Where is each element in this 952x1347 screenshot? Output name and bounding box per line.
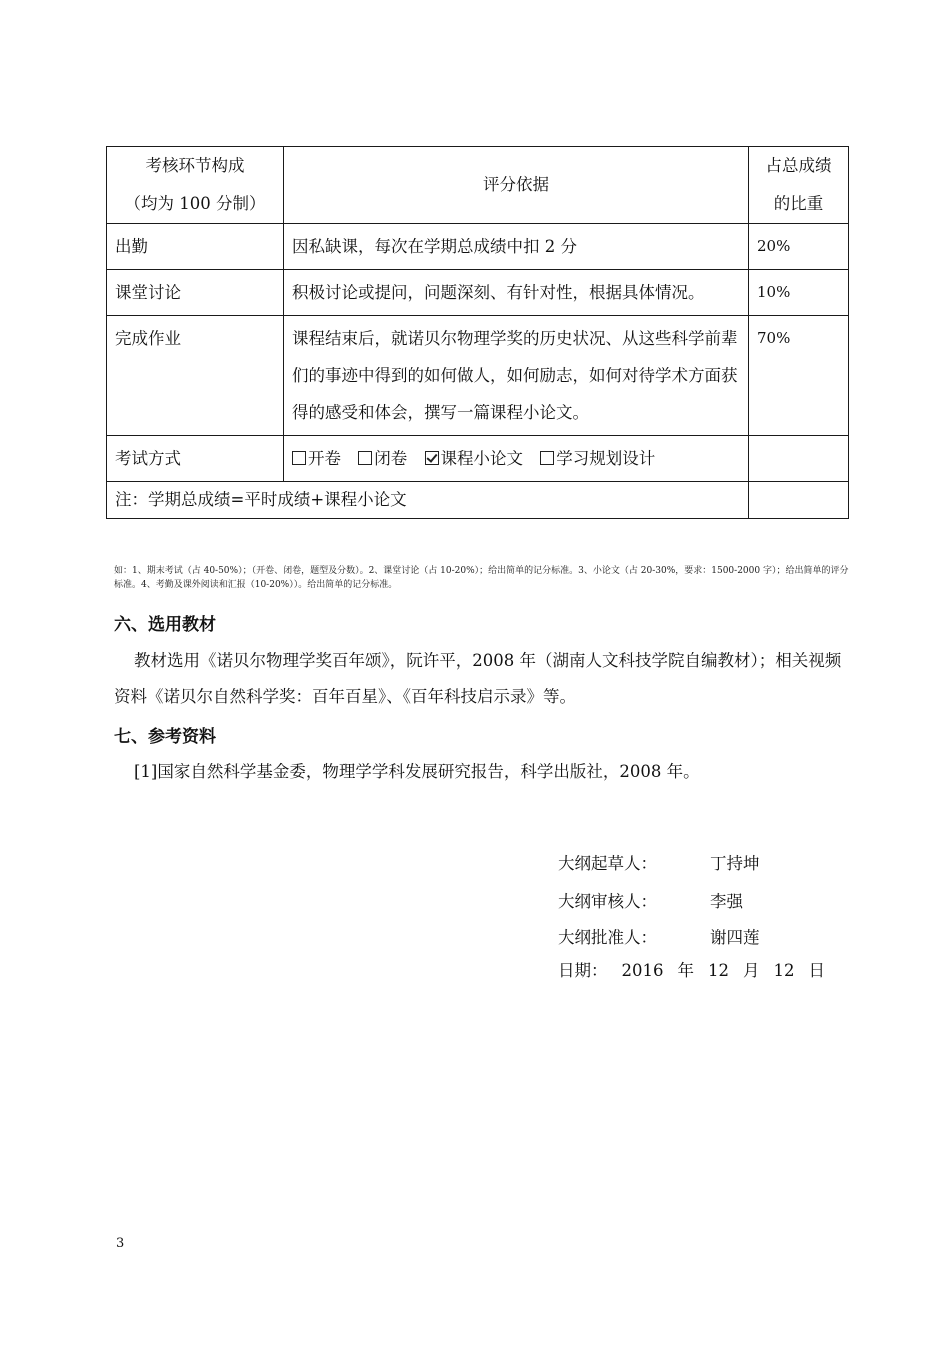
approver-name: 谢四莲 <box>710 928 760 947</box>
reviewer-label: 大纲审核人： <box>558 892 657 911</box>
row-basis: 因私缺课，每次在学期总成绩中扣 2 分 <box>284 224 749 270</box>
signature-approver <box>558 920 760 956</box>
checkbox-icon <box>540 451 554 465</box>
option-course-paper[interactable]: 课程小论文 <box>425 449 524 468</box>
row-basis: 课程结束后，就诺贝尔物理学奖的历史状况、从这些科学前辈们的事迹中得到的如何做人，如何励志，如何对待学术方面获得的感受和体会，撰写一篇课程小论文。 <box>284 316 749 436</box>
header-weight-line2: 的比重 <box>773 194 824 213</box>
table-row <box>107 316 849 436</box>
page-number: 3 <box>116 1236 125 1251</box>
row-item: 课堂讨论 <box>107 270 284 316</box>
exam-method-weight <box>749 436 849 482</box>
row-weight: 10% <box>749 270 849 316</box>
header-weight-line1: 占总成绩 <box>765 156 832 175</box>
approver-label: 大纲批准人： <box>558 928 657 947</box>
header-component <box>107 147 284 224</box>
reference-1: [1]国家自然科学基金委，物理学学科发展研究报告，科学出版社，2008 年。 <box>134 762 700 781</box>
grading-table <box>106 146 849 519</box>
header-component-line2: （均为 100 分制） <box>124 194 266 213</box>
date-month-unit: 月 <box>743 961 760 980</box>
row-weight: 70% <box>749 316 849 436</box>
exam-method-label: 考试方式 <box>107 436 284 482</box>
table-row <box>107 224 849 270</box>
date-month: 12 <box>708 961 729 980</box>
signature-date <box>558 953 839 989</box>
table-row <box>107 270 849 316</box>
note-empty-cell <box>749 482 849 519</box>
reviewer-name: 李强 <box>710 892 743 911</box>
option-study-plan[interactable]: 学习规划设计 <box>540 449 655 468</box>
signature-drafter <box>558 846 760 882</box>
table-note: 注：学期总成绩=平时成绩+课程小论文 <box>107 482 749 519</box>
exam-method-row <box>107 436 849 482</box>
exam-method-options <box>284 436 749 482</box>
row-basis: 积极讨论或提问，问题深刻、有针对性，根据具体情况。 <box>284 270 749 316</box>
row-weight: 20% <box>749 224 849 270</box>
header-weight <box>749 147 849 224</box>
checked-checkbox-icon <box>425 451 439 465</box>
header-basis: 评分依据 <box>284 147 749 224</box>
note-row <box>107 482 849 519</box>
date-day: 12 <box>773 961 795 980</box>
section6-body: 教材选用《诺贝尔物理学奖百年颂》，阮许平，2008 年（湖南人文科技学院自编教材）；相关视频资料《诺贝尔自然科学奖：百年百星》、《百年科技启示录》等。 <box>114 651 842 706</box>
checkbox-icon <box>292 451 306 465</box>
date-label: 日期： <box>558 961 608 980</box>
drafter-name: 丁持坤 <box>710 854 760 873</box>
table-header-row <box>107 147 849 224</box>
date-day-unit: 日 <box>808 961 825 980</box>
row-item: 出勤 <box>107 224 284 270</box>
checkbox-icon <box>358 451 372 465</box>
drafter-label: 大纲起草人： <box>558 854 657 873</box>
date-year-unit: 年 <box>677 961 694 980</box>
header-component-line1: 考核环节构成 <box>145 156 245 175</box>
row-item: 完成作业 <box>107 316 284 436</box>
signature-reviewer <box>558 884 743 920</box>
date-year: 2016 <box>621 961 664 980</box>
option-open-book[interactable]: 开卷 <box>292 449 341 468</box>
section6-title: 六、选用教材 <box>114 615 216 635</box>
option-closed-book[interactable]: 闭卷 <box>358 449 407 468</box>
section7-title: 七、参考资料 <box>114 727 216 747</box>
fine-print-note: 如：1、期末考试（占 40-50%）；（开卷、闭卷，题型及分数）。2、课堂讨论（占 10-20%）；给出简单的记分标准。3、小论文（占 20-30%，要求：1500-2000 字）；给出简单的评分标准。4、考勤及课外阅读和汇报（10-20%））。给出简单的记分标准。 <box>114 566 849 590</box>
